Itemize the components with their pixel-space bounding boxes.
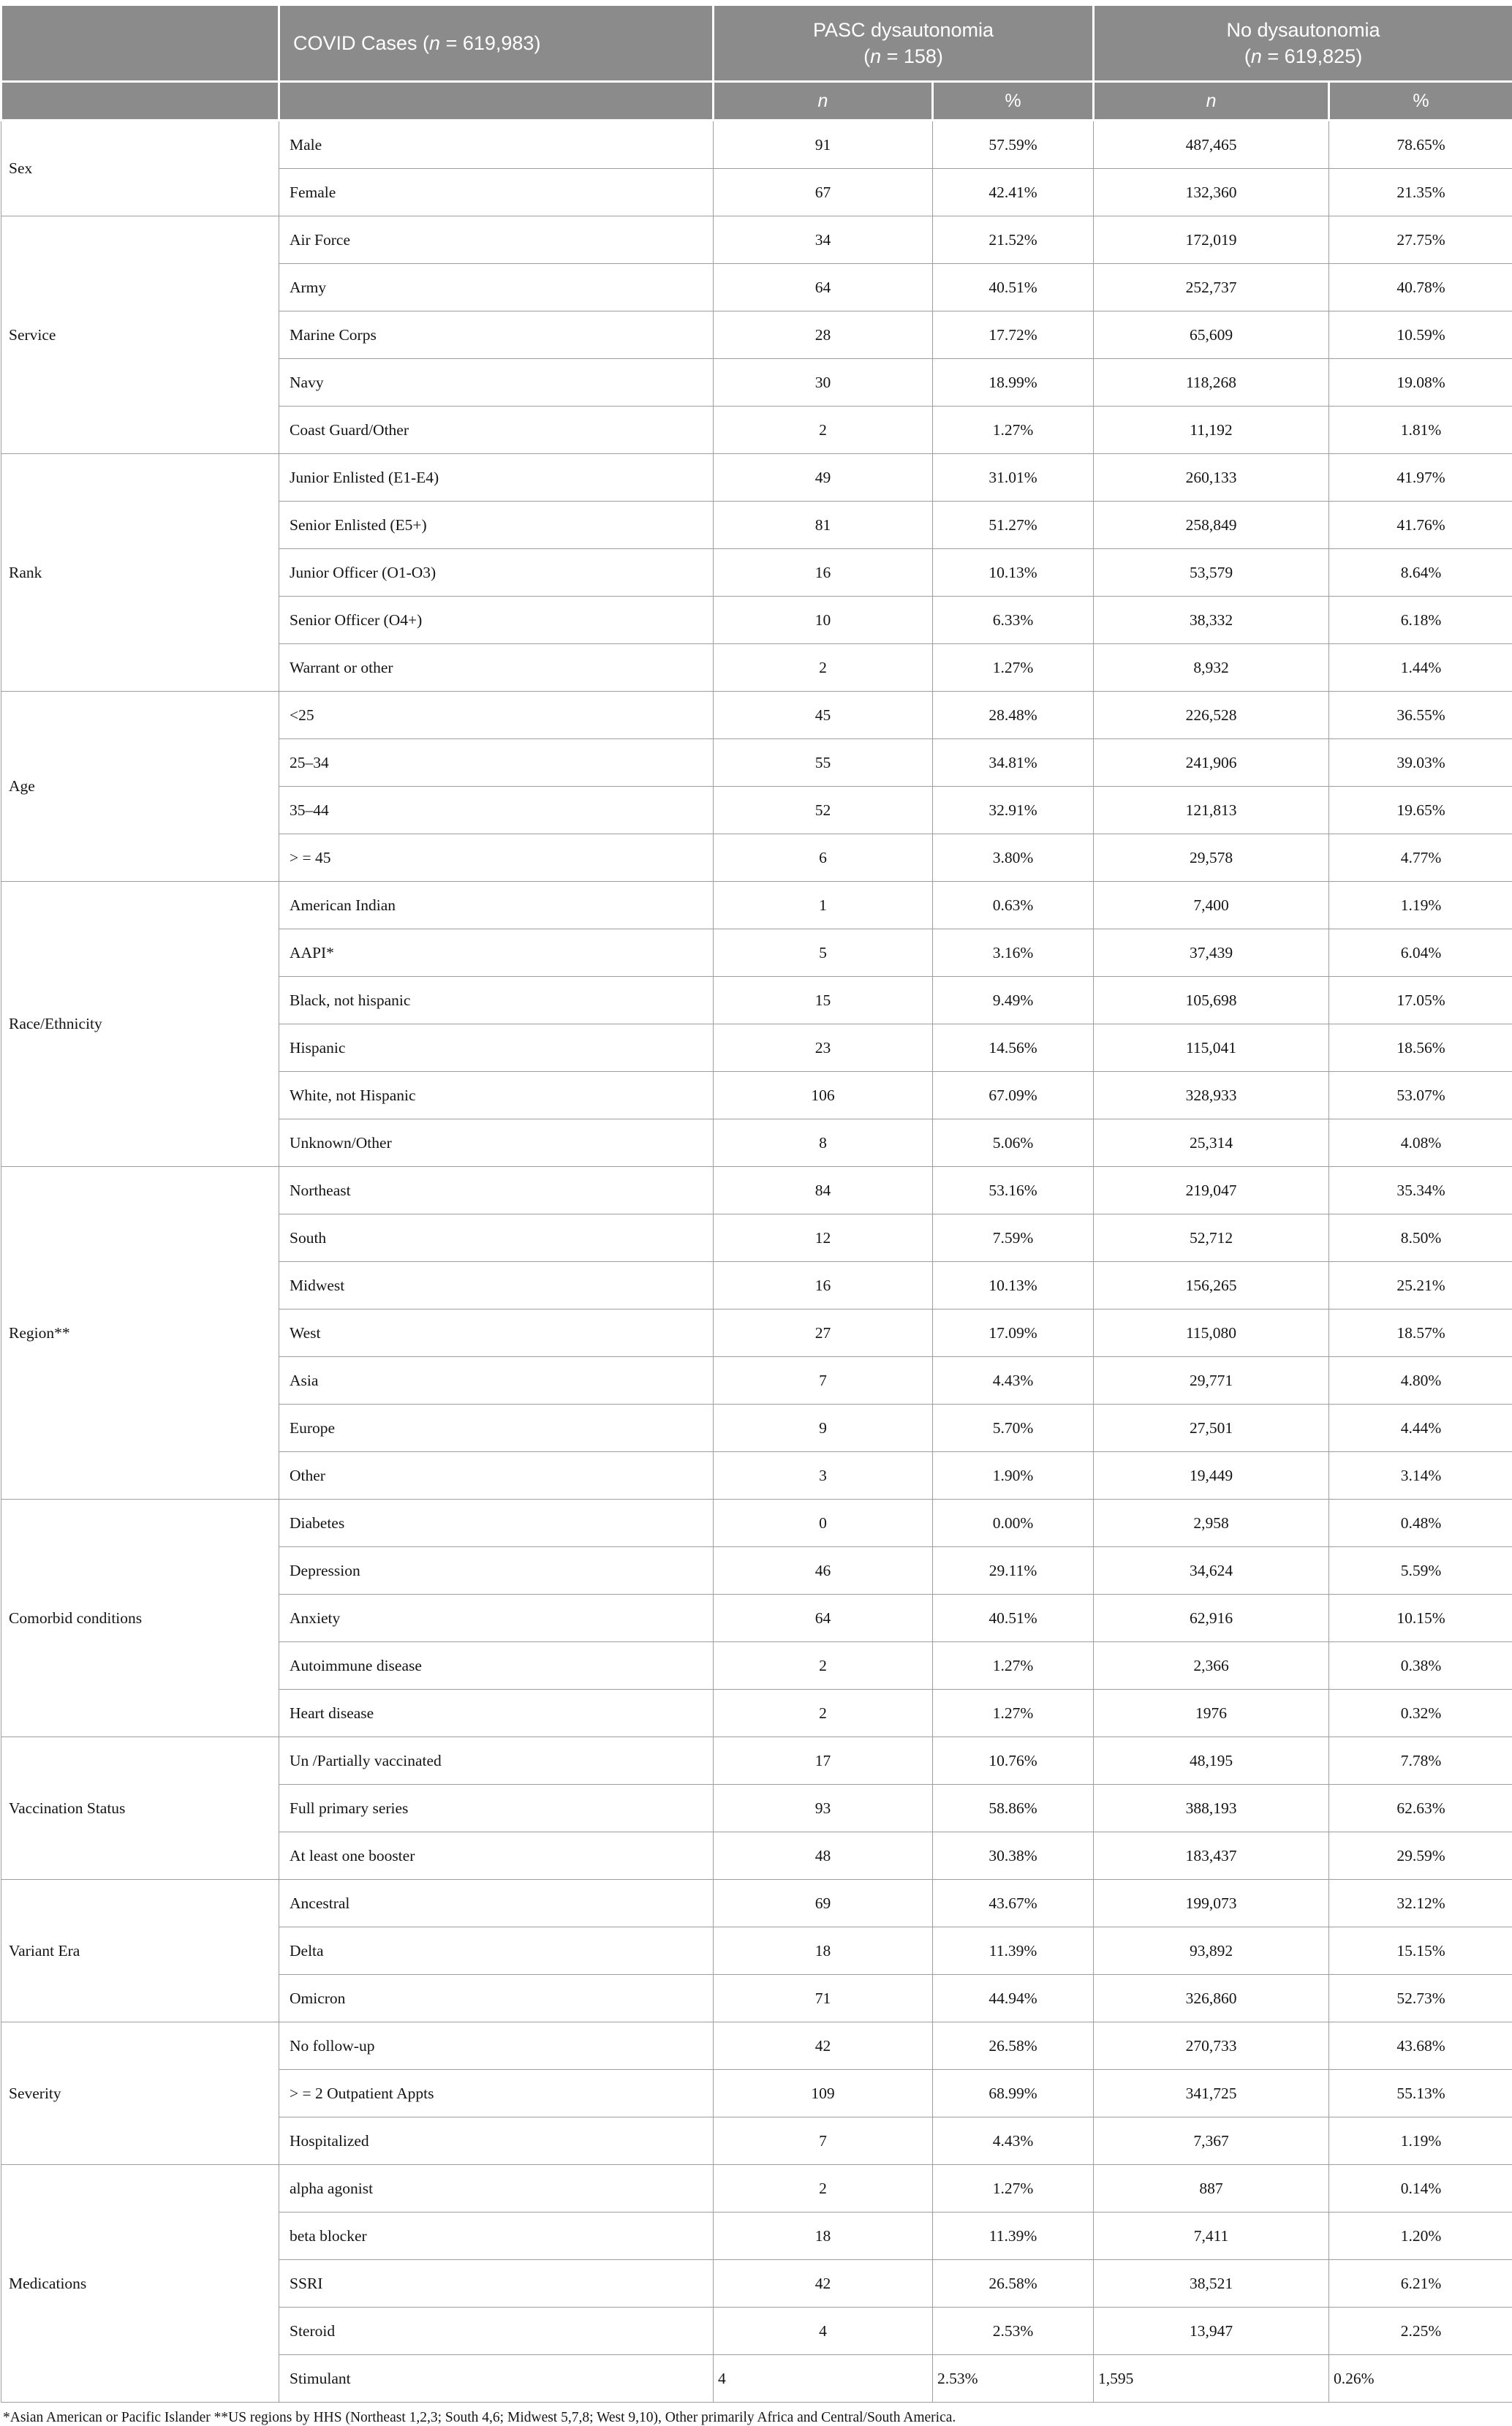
value-cell-pasc-pct: 10.76% xyxy=(933,1737,1094,1785)
value-cell-pasc-pct: 0.00% xyxy=(933,1500,1094,1547)
value-cell-no-n: 29,771 xyxy=(1094,1357,1329,1405)
covid-header-count: = 619,983) xyxy=(440,32,540,54)
value-cell-pasc-n: 18 xyxy=(714,2213,933,2260)
table-row xyxy=(1,121,1512,169)
value-cell-pasc-n: 49 xyxy=(714,454,933,502)
no-pct-subheader: % xyxy=(1329,82,1512,121)
value-cell-no-pct: 35.34% xyxy=(1329,1167,1512,1214)
value-cell-no-n: 258,849 xyxy=(1094,502,1329,549)
value-cell-no-pct: 17.05% xyxy=(1329,977,1512,1024)
demographics-table xyxy=(0,4,1512,2403)
covid-header-text: COVID Cases ( xyxy=(293,32,429,54)
row-label: Autoimmune disease xyxy=(279,1642,714,1690)
no-header-count xyxy=(1095,43,1511,69)
row-label: Northeast xyxy=(279,1167,714,1214)
value-cell-pasc-n: 64 xyxy=(714,264,933,311)
value-cell-no-pct: 3.14% xyxy=(1329,1452,1512,1500)
row-label: Senior Officer (O4+) xyxy=(279,597,714,644)
value-cell-pasc-pct: 11.39% xyxy=(933,1927,1094,1975)
row-label: <25 xyxy=(279,692,714,739)
group-label: Comorbid conditions xyxy=(1,1500,279,1737)
row-label: beta blocker xyxy=(279,2213,714,2260)
italic-n: n xyxy=(429,32,440,54)
value-cell-pasc-pct: 40.51% xyxy=(933,264,1094,311)
value-cell-pasc-pct: 44.94% xyxy=(933,1975,1094,2022)
value-cell-no-pct: 0.14% xyxy=(1329,2165,1512,2213)
value-cell-no-n: 2,958 xyxy=(1094,1500,1329,1547)
value-cell-no-pct: 4.44% xyxy=(1329,1405,1512,1452)
value-cell-no-n: 52,712 xyxy=(1094,1214,1329,1262)
value-cell-no-n: 25,314 xyxy=(1094,1119,1329,1167)
value-cell-pasc-pct: 26.58% xyxy=(933,2022,1094,2070)
value-cell-no-n: 156,265 xyxy=(1094,1262,1329,1310)
value-cell-pasc-pct: 1.27% xyxy=(933,407,1094,454)
value-cell-pasc-n: 8 xyxy=(714,1119,933,1167)
pasc-n-subheader xyxy=(714,82,933,121)
value-cell-pasc-pct: 7.59% xyxy=(933,1214,1094,1262)
value-cell-pasc-n: 81 xyxy=(714,502,933,549)
value-cell-no-n: 115,041 xyxy=(1094,1024,1329,1072)
table-row xyxy=(1,216,1512,264)
value-cell-pasc-n: 2 xyxy=(714,2165,933,2213)
no-n-subheader xyxy=(1094,82,1329,121)
value-cell-pasc-n: 42 xyxy=(714,2260,933,2308)
value-cell-no-pct: 0.48% xyxy=(1329,1500,1512,1547)
no-count-pre: ( xyxy=(1244,45,1251,67)
value-cell-no-n: 199,073 xyxy=(1094,1880,1329,1927)
value-cell-pasc-pct: 6.33% xyxy=(933,597,1094,644)
value-cell-pasc-n: 7 xyxy=(714,1357,933,1405)
italic-n: n xyxy=(1206,91,1217,111)
value-cell-pasc-n: 5 xyxy=(714,929,933,977)
value-cell-no-pct: 18.56% xyxy=(1329,1024,1512,1072)
value-cell-pasc-n: 16 xyxy=(714,1262,933,1310)
value-cell-no-n: 34,624 xyxy=(1094,1547,1329,1595)
value-cell-pasc-n: 2 xyxy=(714,407,933,454)
row-label: Delta xyxy=(279,1927,714,1975)
value-cell-no-n: 19,449 xyxy=(1094,1452,1329,1500)
value-cell-pasc-n: 64 xyxy=(714,1595,933,1642)
value-cell-no-n: 118,268 xyxy=(1094,359,1329,407)
pasc-header-title: PASC dysautonomia xyxy=(715,17,1092,43)
value-cell-no-n: 241,906 xyxy=(1094,739,1329,787)
value-cell-pasc-n: 69 xyxy=(714,1880,933,1927)
value-cell-no-pct: 39.03% xyxy=(1329,739,1512,787)
pasc-pct-subheader: % xyxy=(933,82,1094,121)
value-cell-no-pct: 29.59% xyxy=(1329,1832,1512,1880)
value-cell-no-n: 7,367 xyxy=(1094,2117,1329,2165)
value-cell-pasc-n: 10 xyxy=(714,597,933,644)
value-cell-pasc-n: 28 xyxy=(714,311,933,359)
value-cell-no-pct: 6.18% xyxy=(1329,597,1512,644)
value-cell-no-n: 341,725 xyxy=(1094,2070,1329,2117)
value-cell-pasc-n: 15 xyxy=(714,977,933,1024)
row-label: AAPI* xyxy=(279,929,714,977)
row-label: Hospitalized xyxy=(279,2117,714,2165)
pasc-count-pre: ( xyxy=(863,45,870,67)
value-cell-no-pct: 21.35% xyxy=(1329,169,1512,216)
covid-cases-header xyxy=(279,5,714,82)
value-cell-no-n: 121,813 xyxy=(1094,787,1329,834)
value-cell-no-n: 219,047 xyxy=(1094,1167,1329,1214)
value-cell-no-pct: 8.50% xyxy=(1329,1214,1512,1262)
value-cell-no-n: 1,595 xyxy=(1094,2355,1329,2403)
value-cell-no-n: 65,609 xyxy=(1094,311,1329,359)
value-cell-pasc-n: 12 xyxy=(714,1214,933,1262)
value-cell-no-n: 38,521 xyxy=(1094,2260,1329,2308)
value-cell-no-n: 887 xyxy=(1094,2165,1329,2213)
row-label: South xyxy=(279,1214,714,1262)
value-cell-no-n: 1976 xyxy=(1094,1690,1329,1737)
group-label: Severity xyxy=(1,2022,279,2165)
value-cell-pasc-n: 52 xyxy=(714,787,933,834)
value-cell-pasc-pct: 4.43% xyxy=(933,2117,1094,2165)
value-cell-no-pct: 1.81% xyxy=(1329,407,1512,454)
value-cell-pasc-pct: 5.70% xyxy=(933,1405,1094,1452)
table-row xyxy=(1,2165,1512,2213)
group-label: Age xyxy=(1,692,279,882)
row-label: Depression xyxy=(279,1547,714,1595)
value-cell-pasc-n: 106 xyxy=(714,1072,933,1119)
italic-n: n xyxy=(1251,45,1262,67)
value-cell-no-pct: 41.76% xyxy=(1329,502,1512,549)
value-cell-pasc-pct: 4.43% xyxy=(933,1357,1094,1405)
value-cell-no-n: 226,528 xyxy=(1094,692,1329,739)
value-cell-no-pct: 0.38% xyxy=(1329,1642,1512,1690)
value-cell-no-pct: 5.59% xyxy=(1329,1547,1512,1595)
italic-n: n xyxy=(818,91,828,111)
row-label: Navy xyxy=(279,359,714,407)
value-cell-no-pct: 10.15% xyxy=(1329,1595,1512,1642)
table-row xyxy=(1,882,1512,929)
value-cell-no-pct: 15.15% xyxy=(1329,1927,1512,1975)
value-cell-pasc-n: 2 xyxy=(714,1642,933,1690)
value-cell-pasc-pct: 1.90% xyxy=(933,1452,1094,1500)
value-cell-no-pct: 55.13% xyxy=(1329,2070,1512,2117)
value-cell-pasc-n: 2 xyxy=(714,644,933,692)
value-cell-pasc-n: 91 xyxy=(714,121,933,169)
pasc-count-post: = 158) xyxy=(881,45,943,67)
group-label: Race/Ethnicity xyxy=(1,882,279,1167)
value-cell-no-n: 172,019 xyxy=(1094,216,1329,264)
value-cell-pasc-n: 2 xyxy=(714,1690,933,1737)
value-cell-pasc-pct: 67.09% xyxy=(933,1072,1094,1119)
value-cell-pasc-pct: 5.06% xyxy=(933,1119,1094,1167)
row-label: alpha agonist xyxy=(279,2165,714,2213)
value-cell-no-n: 105,698 xyxy=(1094,977,1329,1024)
row-label: Anxiety xyxy=(279,1595,714,1642)
value-cell-no-pct: 27.75% xyxy=(1329,216,1512,264)
value-cell-pasc-n: 9 xyxy=(714,1405,933,1452)
value-cell-no-n: 7,400 xyxy=(1094,882,1329,929)
value-cell-no-pct: 7.78% xyxy=(1329,1737,1512,1785)
value-cell-no-pct: 78.65% xyxy=(1329,121,1512,169)
value-cell-no-pct: 40.78% xyxy=(1329,264,1512,311)
value-cell-no-pct: 19.65% xyxy=(1329,787,1512,834)
row-label: Marine Corps xyxy=(279,311,714,359)
value-cell-pasc-pct: 2.53% xyxy=(933,2355,1094,2403)
value-cell-pasc-pct: 30.38% xyxy=(933,1832,1094,1880)
no-header-title: No dysautonomia xyxy=(1095,17,1511,43)
value-cell-pasc-n: 71 xyxy=(714,1975,933,2022)
value-cell-no-n: 93,892 xyxy=(1094,1927,1329,1975)
value-cell-no-n: 115,080 xyxy=(1094,1310,1329,1357)
row-label: No follow-up xyxy=(279,2022,714,2070)
value-cell-no-n: 328,933 xyxy=(1094,1072,1329,1119)
value-cell-no-pct: 19.08% xyxy=(1329,359,1512,407)
value-cell-pasc-pct: 9.49% xyxy=(933,977,1094,1024)
row-label: Steroid xyxy=(279,2308,714,2355)
value-cell-pasc-pct: 29.11% xyxy=(933,1547,1094,1595)
value-cell-pasc-pct: 43.67% xyxy=(933,1880,1094,1927)
value-cell-pasc-pct: 57.59% xyxy=(933,121,1094,169)
value-cell-no-pct: 6.04% xyxy=(1329,929,1512,977)
value-cell-no-pct: 62.63% xyxy=(1329,1785,1512,1832)
row-label: West xyxy=(279,1310,714,1357)
value-cell-pasc-pct: 28.48% xyxy=(933,692,1094,739)
group-label: Service xyxy=(1,216,279,454)
row-label: Junior Officer (O1-O3) xyxy=(279,549,714,597)
row-label: Other xyxy=(279,1452,714,1500)
table-body xyxy=(1,121,1512,2403)
row-label: Senior Enlisted (E5+) xyxy=(279,502,714,549)
no-dysautonomia-header xyxy=(1094,5,1512,82)
table-row xyxy=(1,2022,1512,2070)
row-label: Heart disease xyxy=(279,1690,714,1737)
table-row xyxy=(1,1737,1512,1785)
pasc-dysautonomia-header xyxy=(714,5,1094,82)
row-label: Warrant or other xyxy=(279,644,714,692)
value-cell-no-n: 487,465 xyxy=(1094,121,1329,169)
row-label: At least one booster xyxy=(279,1832,714,1880)
value-cell-pasc-n: 1 xyxy=(714,882,933,929)
value-cell-pasc-n: 17 xyxy=(714,1737,933,1785)
value-cell-pasc-pct: 17.72% xyxy=(933,311,1094,359)
header-row-groups xyxy=(1,5,1512,82)
row-label: 35–44 xyxy=(279,787,714,834)
value-cell-pasc-pct: 53.16% xyxy=(933,1167,1094,1214)
value-cell-no-n: 29,578 xyxy=(1094,834,1329,882)
row-label: Army xyxy=(279,264,714,311)
no-count-post: = 619,825) xyxy=(1262,45,1362,67)
value-cell-pasc-n: 7 xyxy=(714,2117,933,2165)
value-cell-pasc-n: 84 xyxy=(714,1167,933,1214)
row-label: Black, not hispanic xyxy=(279,977,714,1024)
row-label: Male xyxy=(279,121,714,169)
value-cell-pasc-n: 34 xyxy=(714,216,933,264)
value-cell-no-n: 2,366 xyxy=(1094,1642,1329,1690)
row-label: Junior Enlisted (E1-E4) xyxy=(279,454,714,502)
value-cell-pasc-n: 48 xyxy=(714,1832,933,1880)
row-label: Diabetes xyxy=(279,1500,714,1547)
value-cell-pasc-pct: 3.80% xyxy=(933,834,1094,882)
value-cell-no-pct: 52.73% xyxy=(1329,1975,1512,2022)
value-cell-no-pct: 1.20% xyxy=(1329,2213,1512,2260)
value-cell-pasc-n: 42 xyxy=(714,2022,933,2070)
row-label: Full primary series xyxy=(279,1785,714,1832)
row-label: > = 45 xyxy=(279,834,714,882)
row-label: > = 2 Outpatient Appts xyxy=(279,2070,714,2117)
value-cell-pasc-n: 30 xyxy=(714,359,933,407)
corner-header-cell xyxy=(1,5,279,82)
value-cell-pasc-n: 67 xyxy=(714,169,933,216)
value-cell-no-n: 326,860 xyxy=(1094,1975,1329,2022)
value-cell-pasc-pct: 32.91% xyxy=(933,787,1094,834)
table-row xyxy=(1,692,1512,739)
value-cell-no-n: 8,932 xyxy=(1094,644,1329,692)
value-cell-no-pct: 1.19% xyxy=(1329,882,1512,929)
value-cell-no-pct: 4.08% xyxy=(1329,1119,1512,1167)
value-cell-no-pct: 8.64% xyxy=(1329,549,1512,597)
value-cell-no-pct: 6.21% xyxy=(1329,2260,1512,2308)
value-cell-no-pct: 41.97% xyxy=(1329,454,1512,502)
value-cell-pasc-pct: 34.81% xyxy=(933,739,1094,787)
value-cell-pasc-pct: 18.99% xyxy=(933,359,1094,407)
row-label: Coast Guard/Other xyxy=(279,407,714,454)
row-label: SSRI xyxy=(279,2260,714,2308)
table-row xyxy=(1,1500,1512,1547)
value-cell-no-pct: 4.80% xyxy=(1329,1357,1512,1405)
row-label: Europe xyxy=(279,1405,714,1452)
value-cell-pasc-pct: 21.52% xyxy=(933,216,1094,264)
value-cell-pasc-pct: 0.63% xyxy=(933,882,1094,929)
value-cell-no-pct: 1.19% xyxy=(1329,2117,1512,2165)
value-cell-no-n: 11,192 xyxy=(1094,407,1329,454)
value-cell-no-pct: 0.32% xyxy=(1329,1690,1512,1737)
value-cell-no-pct: 10.59% xyxy=(1329,311,1512,359)
value-cell-pasc-n: 16 xyxy=(714,549,933,597)
value-cell-pasc-n: 23 xyxy=(714,1024,933,1072)
value-cell-pasc-n: 93 xyxy=(714,1785,933,1832)
table-row xyxy=(1,1167,1512,1214)
value-cell-no-pct: 18.57% xyxy=(1329,1310,1512,1357)
empty-subheader-label-col xyxy=(279,82,714,121)
value-cell-pasc-n: 3 xyxy=(714,1452,933,1500)
value-cell-pasc-n: 0 xyxy=(714,1500,933,1547)
value-cell-no-pct: 0.26% xyxy=(1329,2355,1512,2403)
value-cell-no-n: 37,439 xyxy=(1094,929,1329,977)
value-cell-no-n: 27,501 xyxy=(1094,1405,1329,1452)
value-cell-pasc-pct: 10.13% xyxy=(933,1262,1094,1310)
value-cell-pasc-pct: 1.27% xyxy=(933,644,1094,692)
value-cell-pasc-pct: 1.27% xyxy=(933,1642,1094,1690)
row-label: Un /Partially vaccinated xyxy=(279,1737,714,1785)
value-cell-no-pct: 4.77% xyxy=(1329,834,1512,882)
value-cell-pasc-n: 109 xyxy=(714,2070,933,2117)
value-cell-pasc-pct: 14.56% xyxy=(933,1024,1094,1072)
value-cell-pasc-pct: 17.09% xyxy=(933,1310,1094,1357)
value-cell-no-n: 388,193 xyxy=(1094,1785,1329,1832)
footnote: *Asian American or Pacific Islander **US regions by HHS (Northeast 1,2,3; South 4,6; Midwest 5,7,8; West 9,10), Other primarily Africa and Central/South America. xyxy=(0,2403,1512,2426)
value-cell-no-n: 260,133 xyxy=(1094,454,1329,502)
row-label: White, not Hispanic xyxy=(279,1072,714,1119)
value-cell-pasc-pct: 11.39% xyxy=(933,2213,1094,2260)
value-cell-no-pct: 43.68% xyxy=(1329,2022,1512,2070)
value-cell-no-pct: 32.12% xyxy=(1329,1880,1512,1927)
table-row xyxy=(1,1880,1512,1927)
table-header xyxy=(1,5,1512,121)
value-cell-pasc-pct: 1.27% xyxy=(933,1690,1094,1737)
value-cell-no-n: 62,916 xyxy=(1094,1595,1329,1642)
value-cell-pasc-n: 45 xyxy=(714,692,933,739)
row-label: Female xyxy=(279,169,714,216)
value-cell-pasc-pct: 40.51% xyxy=(933,1595,1094,1642)
value-cell-no-n: 48,195 xyxy=(1094,1737,1329,1785)
value-cell-pasc-pct: 10.13% xyxy=(933,549,1094,597)
value-cell-pasc-pct: 26.58% xyxy=(933,2260,1094,2308)
row-label: 25–34 xyxy=(279,739,714,787)
value-cell-pasc-n: 55 xyxy=(714,739,933,787)
italic-n: n xyxy=(870,45,881,67)
value-cell-pasc-n: 27 xyxy=(714,1310,933,1357)
value-cell-pasc-n: 18 xyxy=(714,1927,933,1975)
row-label: Stimulant xyxy=(279,2355,714,2403)
header-row-sub xyxy=(1,82,1512,121)
value-cell-no-n: 38,332 xyxy=(1094,597,1329,644)
value-cell-pasc-pct: 51.27% xyxy=(933,502,1094,549)
row-label: American Indian xyxy=(279,882,714,929)
row-label: Midwest xyxy=(279,1262,714,1310)
value-cell-pasc-n: 46 xyxy=(714,1547,933,1595)
row-label: Ancestral xyxy=(279,1880,714,1927)
group-label: Vaccination Status xyxy=(1,1737,279,1880)
value-cell-pasc-pct: 68.99% xyxy=(933,2070,1094,2117)
row-label: Unknown/Other xyxy=(279,1119,714,1167)
value-cell-pasc-n: 4 xyxy=(714,2308,933,2355)
value-cell-pasc-pct: 31.01% xyxy=(933,454,1094,502)
value-cell-no-n: 252,737 xyxy=(1094,264,1329,311)
group-label: Sex xyxy=(1,121,279,216)
value-cell-no-n: 7,411 xyxy=(1094,2213,1329,2260)
value-cell-no-pct: 1.44% xyxy=(1329,644,1512,692)
value-cell-no-pct: 25.21% xyxy=(1329,1262,1512,1310)
value-cell-pasc-pct: 3.16% xyxy=(933,929,1094,977)
row-label: Hispanic xyxy=(279,1024,714,1072)
table-row xyxy=(1,454,1512,502)
value-cell-pasc-pct: 2.53% xyxy=(933,2308,1094,2355)
value-cell-pasc-pct: 42.41% xyxy=(933,169,1094,216)
value-cell-no-n: 13,947 xyxy=(1094,2308,1329,2355)
pasc-header-count xyxy=(715,43,1092,69)
group-label: Region** xyxy=(1,1167,279,1500)
value-cell-pasc-n: 4 xyxy=(714,2355,933,2403)
value-cell-no-n: 270,733 xyxy=(1094,2022,1329,2070)
value-cell-pasc-pct: 1.27% xyxy=(933,2165,1094,2213)
group-label: Medications xyxy=(1,2165,279,2403)
empty-subheader-group-col xyxy=(1,82,279,121)
row-label: Asia xyxy=(279,1357,714,1405)
group-label: Rank xyxy=(1,454,279,692)
value-cell-no-pct: 2.25% xyxy=(1329,2308,1512,2355)
value-cell-no-n: 53,579 xyxy=(1094,549,1329,597)
value-cell-no-n: 132,360 xyxy=(1094,169,1329,216)
value-cell-no-pct: 36.55% xyxy=(1329,692,1512,739)
value-cell-no-pct: 53.07% xyxy=(1329,1072,1512,1119)
row-label: Omicron xyxy=(279,1975,714,2022)
value-cell-pasc-n: 6 xyxy=(714,834,933,882)
value-cell-no-n: 183,437 xyxy=(1094,1832,1329,1880)
value-cell-pasc-pct: 58.86% xyxy=(933,1785,1094,1832)
group-label: Variant Era xyxy=(1,1880,279,2022)
row-label: Air Force xyxy=(279,216,714,264)
